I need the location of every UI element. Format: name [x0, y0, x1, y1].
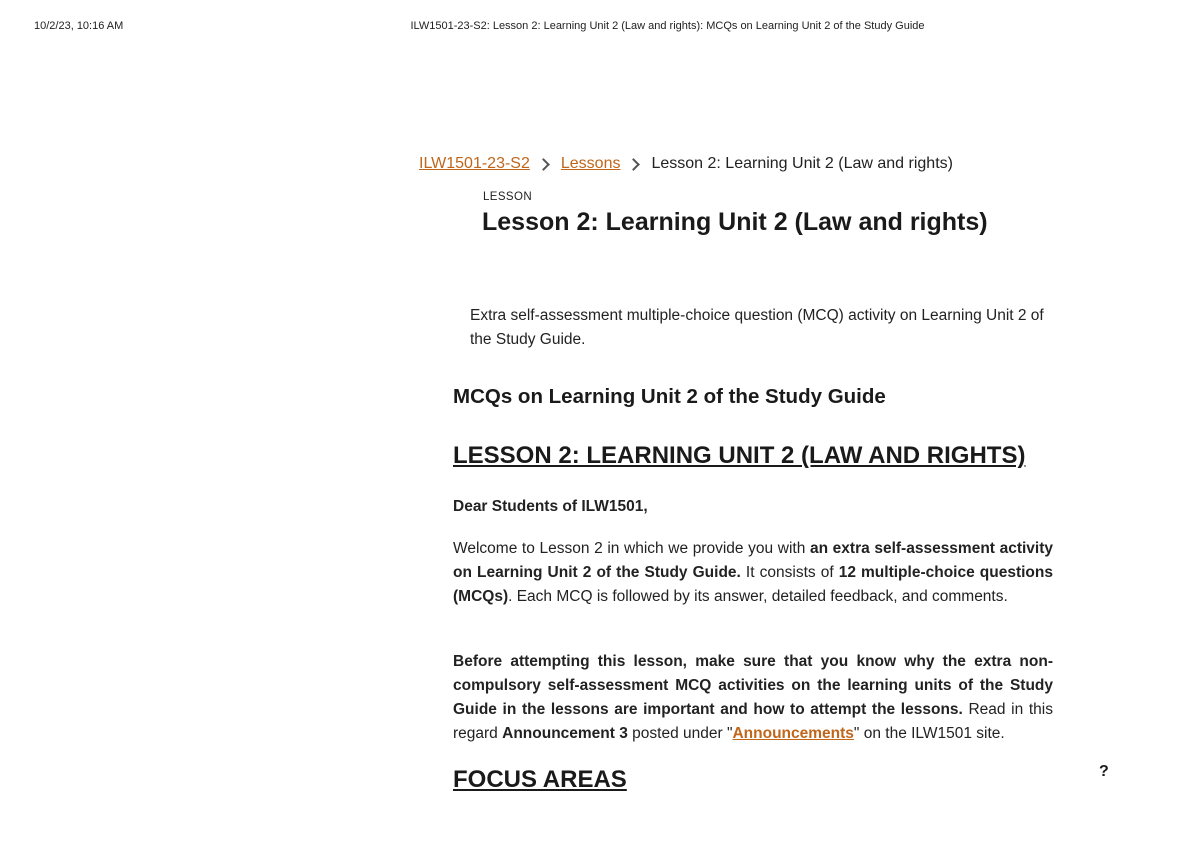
salutation: [453, 495, 1053, 519]
welcome-text-1: Welcome to Lesson 2 in which we provide you with: [453, 540, 810, 557]
print-datetime: 10/2/23, 10:16 AM: [34, 20, 124, 32]
lesson-intro: Extra self-assessment multiple-choice question (MCQ) activity on Learning Unit 2 of the Study Guide.: [470, 307, 1044, 348]
help-button[interactable]: ?: [1099, 763, 1109, 780]
unit-heading: LESSON 2: LEARNING UNIT 2 (LAW AND RIGHTS): [453, 442, 1026, 469]
before-text-2: posted under ": [627, 725, 733, 742]
welcome-text-3: . Each MCQ is followed by its answer, detailed feedback, and comments.: [508, 588, 1008, 605]
welcome-bold-2: 12 multiple-choice questions (MCQs): [453, 564, 1053, 605]
before-paragraph: [453, 650, 1053, 746]
print-page-title: ILW1501-23-S2: Lesson 2: Learning Unit 2 (Law and rights): MCQs on Learning Unit 2 of the Study Guide: [410, 20, 925, 32]
breadcrumb-course-link[interactable]: ILW1501-23-S2: [419, 155, 530, 172]
before-bold-2: Announcement 3: [502, 725, 628, 742]
chevron-right-icon: [537, 158, 550, 171]
breadcrumb-current: Lesson 2: Learning Unit 2 (Law and rights): [651, 155, 953, 172]
chevron-right-icon: [628, 158, 641, 171]
breadcrumb: [419, 155, 953, 173]
before-text-3: " on the ILW1501 site.: [853, 725, 1005, 742]
mcq-heading: MCQs on Learning Unit 2 of the Study Guide: [453, 385, 886, 408]
page-title: Lesson 2: Learning Unit 2 (Law and rights): [482, 208, 988, 236]
salutation-text: Dear Students of ILW1501,: [453, 498, 648, 515]
breadcrumb-lessons-link[interactable]: Lessons: [560, 155, 621, 172]
welcome-bold-1: an extra self-assessment activity on Learning Unit 2 of the Study Guide.: [453, 540, 1053, 581]
announcements-link[interactable]: Announcements: [732, 725, 854, 742]
lesson-kicker: LESSON: [483, 191, 533, 203]
before-text-1: Read in this regard: [453, 701, 1053, 742]
welcome-paragraph: [453, 537, 1053, 609]
focus-areas-heading: FOCUS AREAS: [453, 766, 627, 793]
welcome-text-2: It consists of: [740, 564, 839, 581]
before-bold-1: Before attempting this lesson, make sure that you know why the extra non-compulsory self-assessment MCQ activities on the learning units of the Study Guide in the lessons are important and how to attempt the lessons.: [453, 653, 1053, 718]
print-header: [0, 20, 1200, 36]
